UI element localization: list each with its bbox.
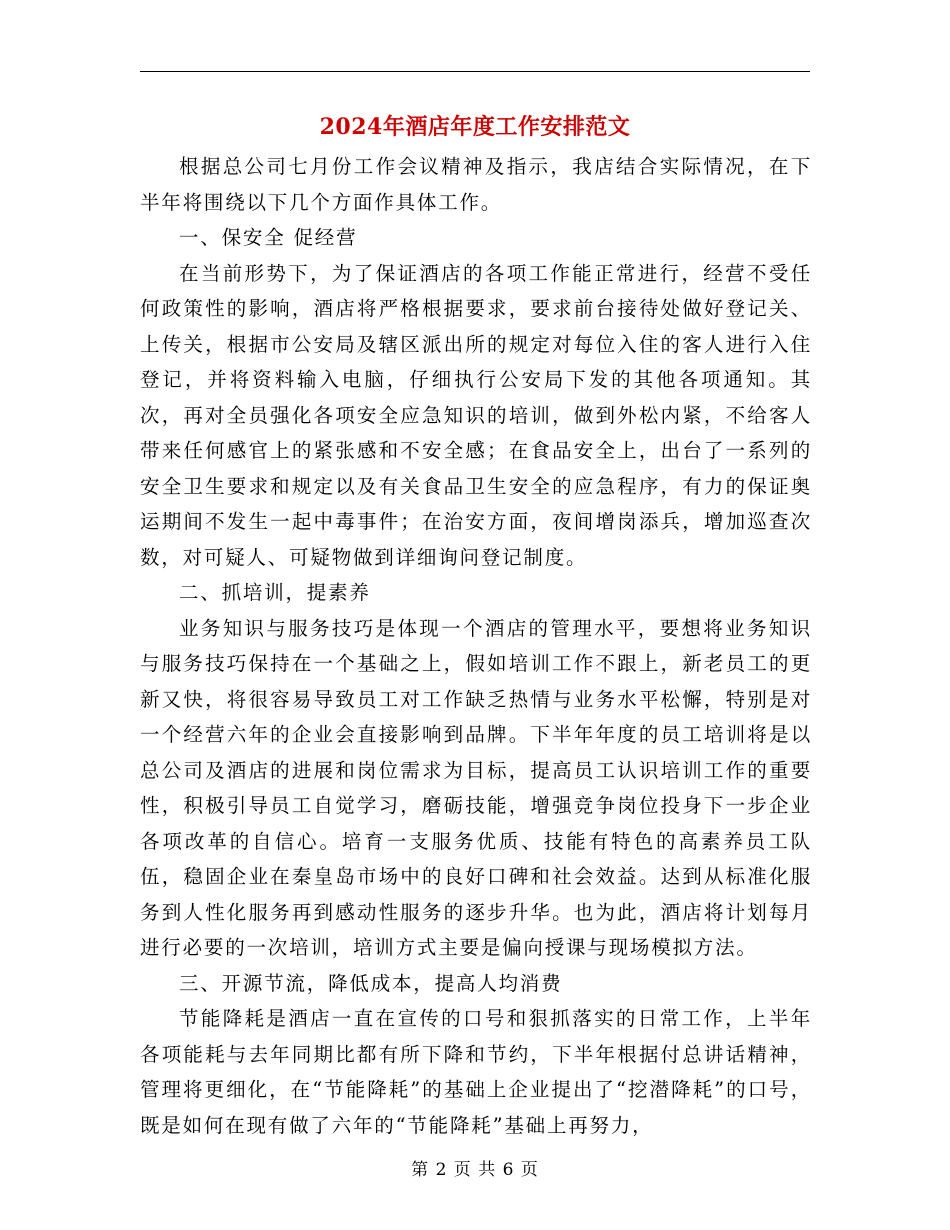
paragraph-cost: 节能降耗是酒店一直在宣传的口号和狠抓落实的日常工作，上半年各项能耗与去年同期比都有所下降和节约，下半年根据付总讲话精神，管理将更细化，在“节能降耗”的基础上企业提出了“挖潜降耗”的口号，既是如何在现有做了六年的“节能降耗”基础上再努力， (140, 1007, 812, 1137)
section-heading-safety: 一、保安全 促经营 (179, 226, 358, 249)
section-heading-training: 二、抓培训，提素养 (179, 581, 371, 604)
header-rule (140, 71, 810, 72)
document-body (140, 149, 812, 1143)
page-number: 第 2 页 共 6 页 (411, 1160, 539, 1180)
paragraph-safety: 在当前形势下，为了保证酒店的各项工作能正常进行，经营不受任何政策性的影响，酒店将严格根据要求，要求前台接待处做好登记关、上传关，根据市公安局及辖区派出所的规定对每位入住的客人进行入住登记，并将资料输入电脑，仔细执行公安局下发的其他各项通知。其次，再对全员强化各项安全应急知识的培训，做到外松内紧，不给客人带来任何感官上的紧张感和不安全感；在食品安全上，出台了一系列的安全卫生要求和规定以及有关食品卫生安全的应急程序，有力的保证奥运期间不发生一起中毒事件；在治安方面，夜间增岗添兵，增加巡查次数，对可疑人、可疑物做到详细询问登记制度。 (140, 261, 812, 569)
document-title: 2024年酒店年度工作安排范文 (319, 114, 631, 140)
section-heading-cost: 三、开源节流，降低成本，提高人均消费 (179, 971, 563, 995)
paragraph-intro: 根据总公司七月份工作会议精神及指示，我店结合实际情况，在下半年将围绕以下几个方面作具体工作。 (140, 155, 812, 214)
paragraph-training: 业务知识与服务技巧是体现一个酒店的管理水平，要想将业务知识与服务技巧保持在一个基础之上，假如培训工作不跟上，新老员工的更新又快，将很容易导致员工对工作缺乏热情与业务水平松懈，特别是对一个经营六年的企业会直接影响到品牌。下半年年度的员工培训将是以总公司及酒店的进展和岗位需求为目标，提高员工认识培训工作的重要性，积极引导员工自觉学习，磨砺技能，增强竞争岗位投身下一步企业各项改革的自信心。培育一支服务优质、技能有特色的高素养员工队伍，稳固企业在秦皇岛市场中的良好口碑和社会效益。达到从标准化服务到人性化服务再到感动性服务的逐步升华。也为此，酒店将计划每月进行必要的一次培训，培训方式主要是偏向授课与现场模拟方法。 (140, 616, 812, 959)
